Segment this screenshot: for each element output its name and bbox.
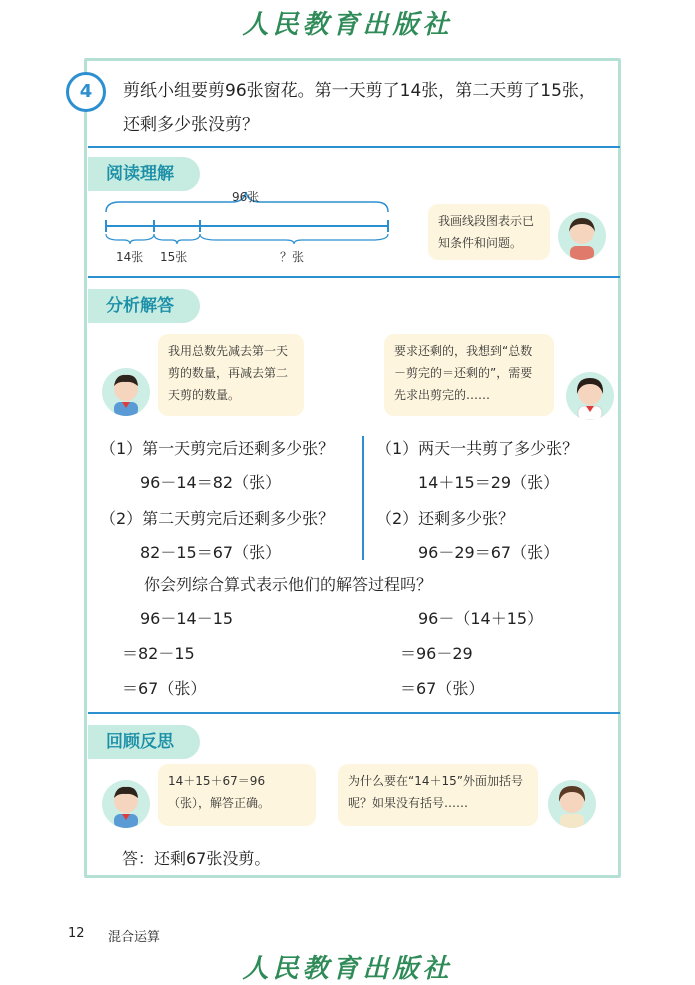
problem-number: 4: [66, 72, 106, 112]
divider-3: [88, 712, 620, 714]
segment-total-label: 96张: [232, 190, 260, 204]
bubble-review-girl: 为什么要在“14＋15”外面加括号呢？如果没有括号……: [338, 764, 538, 826]
chapter-title: 混合运算: [108, 930, 161, 945]
left-calc-2: 82－15＝67（张）: [140, 543, 282, 562]
publisher-header: 人民教育出版社: [242, 10, 453, 40]
segment-part1-label: 14张: [116, 250, 144, 264]
right-calc-1: 14＋15＝29（张）: [418, 473, 560, 492]
publisher-footer: 人民教育出版社: [242, 954, 453, 984]
divider-1: [88, 146, 620, 148]
bubble-analysis-boy: 我用总数先减去第一天剪的数量，再减去第二天剪的数量。: [158, 334, 304, 416]
segment-part3-label: ？张: [280, 250, 305, 264]
method-separator: [362, 436, 364, 560]
left-question-2: （2）第二天剪完后还剩多少张？: [100, 509, 335, 528]
left-calc-1: 96－14＝82（张）: [140, 473, 282, 492]
combined-left-line-2: ＝82－15: [122, 644, 195, 663]
left-question-1: （1）第一天剪完后还剩多少张？: [100, 439, 335, 458]
boy-avatar-icon: [102, 368, 150, 416]
girl-avatar-icon: [558, 212, 606, 260]
right-question-2: （2）还剩多少张？: [376, 509, 515, 528]
combined-question: 你会列综合算式表示他们的解答过程吗？: [144, 575, 433, 594]
segment-part2-label: 15张: [160, 250, 188, 264]
page-number: 12: [68, 926, 85, 941]
section-analysis: 分析解答: [88, 289, 200, 323]
girl-avatar-icon-3: [548, 780, 596, 828]
answer-text: 答：还剩67张没剪。: [122, 849, 271, 868]
bubble-analysis-girl: 要求还剩的，我想到“总数－剪完的＝还剩的”，需要先求出剪完的……: [384, 334, 554, 416]
right-question-1: （1）两天一共剪了多少张？: [376, 439, 579, 458]
combined-right-line-1: 96－（14＋15）: [418, 609, 544, 628]
combined-left-line-1: 96－14－15: [140, 609, 234, 628]
right-calc-2: 96－29＝67（张）: [418, 543, 560, 562]
problem-text: 剪纸小组要剪96张窗花。第一天剪了14张，第二天剪了15张，还剩多少张没剪？: [123, 81, 596, 135]
section-review: 回顾反思: [88, 725, 200, 759]
combined-left-line-3: ＝67（张）: [122, 679, 207, 698]
divider-2: [88, 276, 620, 278]
combined-right-line-3: ＝67（张）: [400, 679, 485, 698]
girl-avatar-icon-2: [566, 372, 614, 420]
combined-right-line-2: ＝96－29: [400, 644, 473, 663]
bubble-reading-girl: 我画线段图表示已知条件和问题。: [428, 204, 550, 260]
bubble-review-boy: 14＋15＋67＝96（张），解答正确。: [158, 764, 316, 826]
boy-avatar-icon-2: [102, 780, 150, 828]
section-reading: 阅读理解: [88, 157, 200, 191]
